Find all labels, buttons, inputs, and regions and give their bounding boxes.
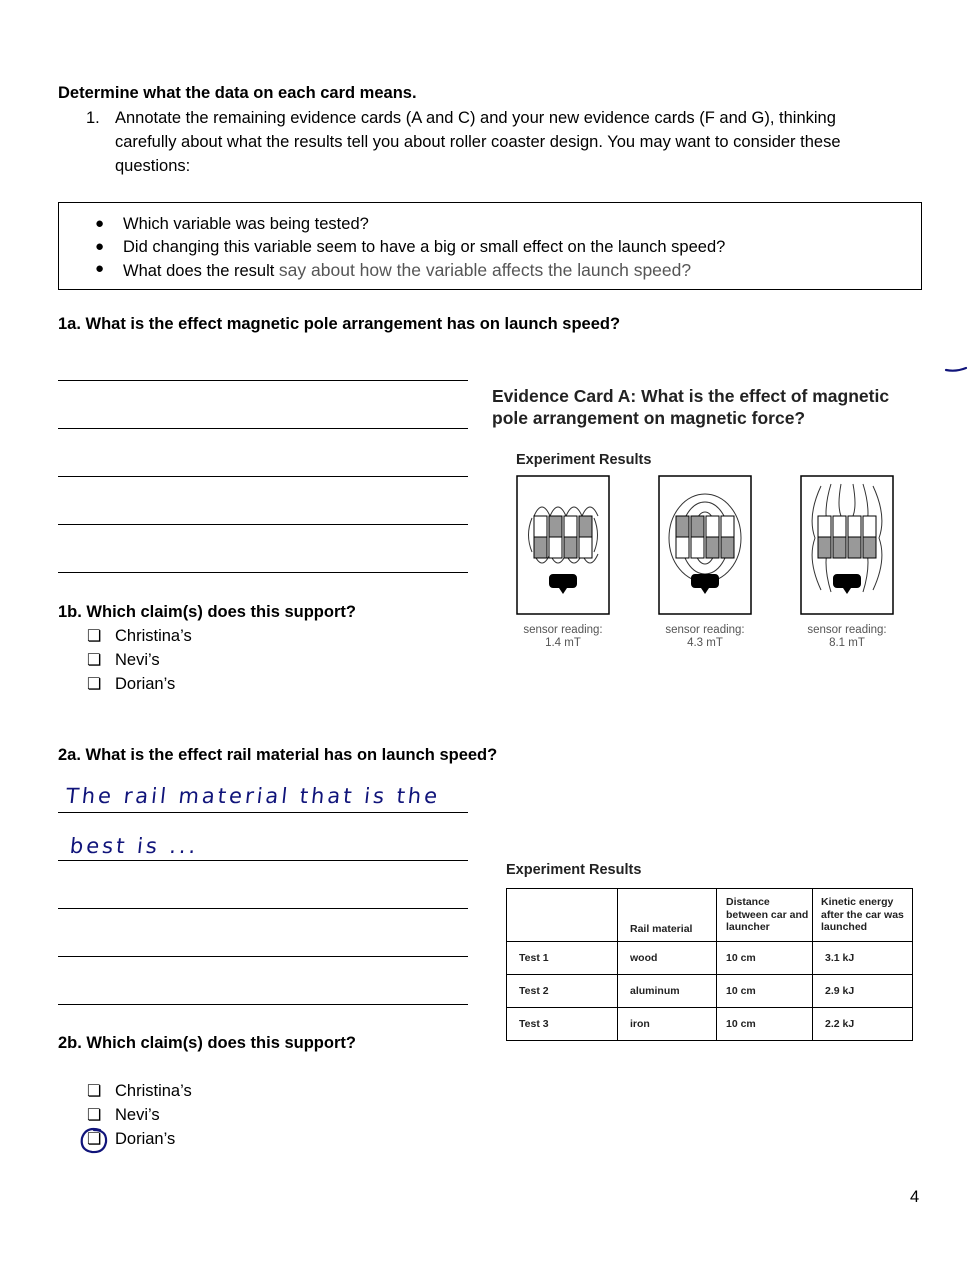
checkbox-icon[interactable]: ❏ (87, 628, 102, 645)
card-a-title: Evidence Card A: What is the effect of magnetic pole arrangement on magnetic force? (492, 386, 890, 428)
card-a-results-label: Experiment Results (516, 452, 652, 468)
question-1a: 1a. What is the effect magnetic pole arrangement has on launch speed? (58, 315, 621, 333)
checkbox-icon[interactable]: ❏ (87, 652, 102, 669)
bullet-dot-icon: ● (95, 260, 105, 277)
bullet-text-part2: say about how the variable affects the launch speed? (278, 260, 692, 280)
table-cell: Test 2 (507, 975, 618, 1008)
bullet-dot-icon: ● (95, 238, 105, 255)
answer-line[interactable] (58, 524, 468, 525)
section-heading: Determine what the data on each card means. (58, 84, 417, 102)
table-row (507, 1008, 913, 1041)
answer-line[interactable] (58, 956, 468, 957)
claim-checkbox[interactable]: ❏ Christina’s (87, 627, 192, 645)
table-cell: 10 cm (717, 942, 813, 975)
answer-line[interactable] (58, 908, 468, 909)
sensor-reading-3: sensor reading: 8.1 mT (807, 624, 887, 649)
table-cell: Test 1 (507, 942, 618, 975)
table-header-cell: Distance between car and launcher (717, 889, 813, 942)
questions-box (58, 202, 922, 290)
page-number: 4 (910, 1188, 920, 1206)
magnet-panel-2 (659, 476, 751, 614)
instruction-number: 1. (86, 109, 100, 127)
checkbox-icon[interactable]: ❏ (87, 1107, 102, 1124)
question-2a: 2a. What is the effect rail material has on launch speed? (58, 746, 498, 764)
question-2b: 2b. Which claim(s) does this support? (58, 1034, 356, 1052)
answer-line[interactable] (58, 572, 468, 573)
checkbox-icon[interactable]: ❏ (87, 1083, 102, 1100)
table-cell: 2.2 kJ (813, 1008, 913, 1041)
handwritten-answer-1: The rail material that is the (64, 784, 442, 808)
claim-checkbox-selected[interactable]: ❏ Dorian’s (87, 1130, 176, 1148)
table-cell: 3.1 kJ (813, 942, 913, 975)
bullet-text-part1: What does the result (123, 262, 275, 280)
table-header-cell: Kinetic energy after the car was launched (813, 889, 913, 942)
answer-line[interactable] (58, 1004, 468, 1005)
claim-checkbox[interactable]: ❏ Christina’s (87, 1082, 192, 1100)
answer-line[interactable] (58, 428, 468, 429)
question-bullet (95, 260, 692, 281)
instruction-text (115, 106, 915, 178)
circled-selection-mark (78, 1124, 110, 1156)
table-cell: 10 cm (717, 1008, 813, 1041)
checkbox-icon[interactable]: ❏ (87, 1131, 102, 1148)
answer-line[interactable] (58, 860, 468, 861)
table-row (507, 942, 913, 975)
table-cell: iron (618, 1008, 717, 1041)
claim-checkbox[interactable]: ❏ Dorian’s (87, 675, 176, 693)
pen-mark (940, 362, 970, 376)
table-cell: wood (618, 942, 717, 975)
claim-checkbox[interactable]: ❏ Nevi’s (87, 1106, 160, 1124)
magnet-diagrams (510, 470, 910, 622)
claim-checkbox[interactable]: ❏ Nevi’s (87, 651, 160, 669)
answer-line[interactable] (58, 812, 468, 813)
magnet-panel-1 (517, 476, 609, 614)
table-row (507, 975, 913, 1008)
bullet-dot-icon: ● (95, 215, 105, 232)
sensor-reading-1: sensor reading: 1.4 mT (523, 624, 603, 649)
question-1b: 1b. Which claim(s) does this support? (58, 603, 356, 621)
instruction-line: Annotate the remaining evidence cards (A and C) and your new evidence cards (F and G), thinking (115, 109, 836, 127)
table-cell: 2.9 kJ (813, 975, 913, 1008)
question-bullet: ● Did changing this variable seem to have a big or small effect on the launch speed? (95, 238, 726, 256)
answer-line[interactable] (58, 476, 468, 477)
handwritten-answer-2: best is ... (68, 834, 200, 858)
question-bullet: ● Which variable was being tested? (95, 215, 369, 233)
instruction-line: questions: (115, 157, 191, 175)
checkbox-icon[interactable]: ❏ (87, 676, 102, 693)
table-cell: Test 3 (507, 1008, 618, 1041)
card-c-results-label: Experiment Results (506, 862, 642, 878)
table-header-cell: Rail material (618, 889, 717, 942)
sensor-reading-2: sensor reading: 4.3 mT (665, 624, 745, 649)
experiment-table (506, 888, 913, 1041)
table-header-row (507, 889, 913, 942)
magnet-panel-3 (801, 476, 893, 614)
table-cell: 10 cm (717, 975, 813, 1008)
instruction-line: carefully about what the results tell you about roller coaster design. You may want to consider these (115, 133, 841, 151)
table-cell: aluminum (618, 975, 717, 1008)
table-header-cell (507, 889, 618, 942)
answer-line[interactable] (58, 380, 468, 381)
